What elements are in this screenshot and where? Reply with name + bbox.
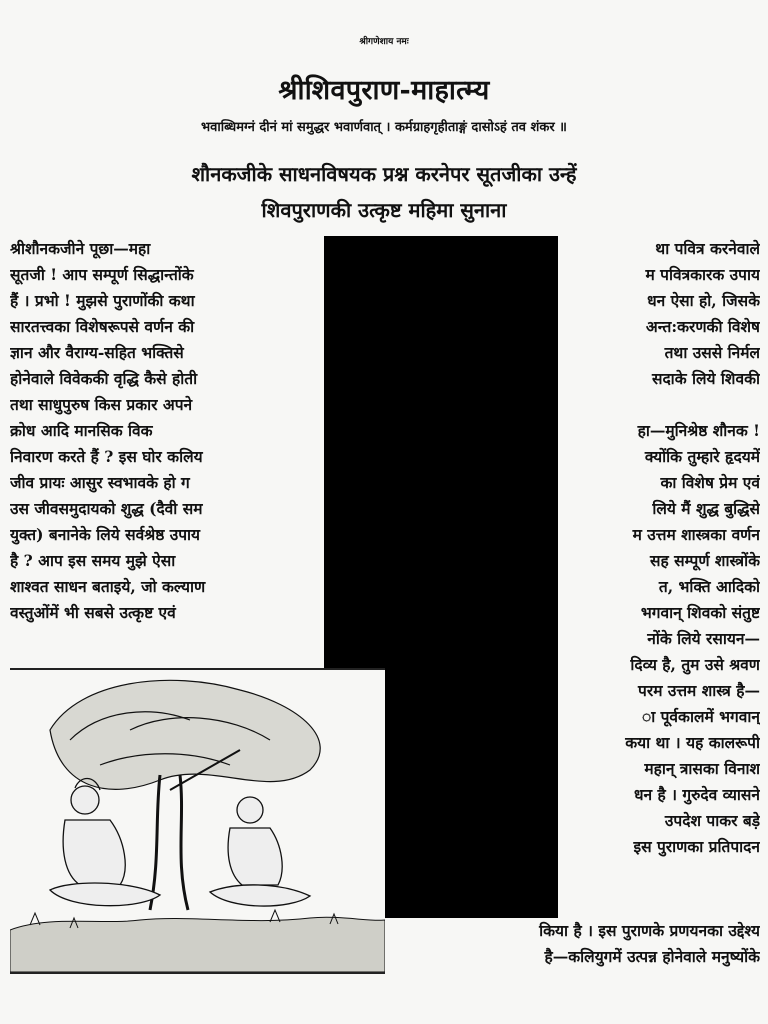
- text-line: है ? आप इस समय मुझे ऐसा: [10, 551, 176, 570]
- text-line: परम उत्तम शास्त्र है—: [638, 681, 760, 700]
- text-line: हा—मुनिश्रेष्ठ शौनक !: [637, 421, 760, 440]
- text-line: धन ऐसा हो, जिसके: [647, 291, 760, 310]
- text-line: भगवान् शिवको संतुष्ट: [640, 603, 760, 622]
- text-line: जीव प्रायः आसुर स्वभावके हो ग: [10, 473, 190, 492]
- text-line: वस्तुओंमें भी सबसे उत्कृष्ट एवं: [10, 603, 176, 622]
- text-line: हैं । प्रभो ! मुझसे पुराणोंकी कथा: [10, 291, 195, 310]
- text-line: धन है । गुरुदेव व्यासने: [633, 785, 760, 804]
- text-line: महान् त्रासका विनाश: [644, 759, 760, 778]
- sages-illustration: [10, 668, 385, 974]
- text-line: सारतत्त्वका विशेषरूपसे वर्णन की: [10, 317, 195, 336]
- text-line: इस पुराणका प्रतिपादन: [633, 837, 760, 856]
- illustration-drawing: [10, 670, 385, 972]
- page-title: श्रीशिवपुराण-माहात्म्य: [278, 75, 490, 106]
- text-line: [555, 392, 760, 418]
- text-line: उपदेश पाकर बड़े: [664, 811, 760, 830]
- text-line: सदाके लिये शिवकी: [651, 369, 760, 388]
- text-line: म उत्तम शास्त्रका वर्णन: [632, 525, 760, 544]
- text-line: सूतजी ! आप सम्पूर्ण सिद्धान्तोंके: [10, 265, 194, 284]
- text-line: है—कलियुगमें उत्पन्न होनेवाले मनुष्योंके: [544, 947, 760, 966]
- text-line: क्रोध आदि मानसिक विक: [10, 421, 153, 440]
- text-line: म पवित्रकारक उपाय: [645, 265, 760, 284]
- text-line: उस जीवसमुदायको शुद्ध (दैवी सम: [10, 499, 203, 518]
- text-line: कया था । यह कालरूपी: [625, 733, 760, 752]
- text-line: तथा उससे निर्मल: [664, 343, 760, 362]
- text-line: त, भक्ति आदिको: [658, 577, 760, 596]
- text-line: ा पूर्वकालमें भगवान्: [642, 707, 760, 726]
- text-line: का विशेष प्रेम एवं: [660, 473, 760, 492]
- text-line: श्रीशौनकजीने पूछा—महा: [10, 239, 151, 258]
- invocation-verse: भवाब्धिमग्नं दीनं मां समुद्धर भवार्णवात् । कर्मग्राहगृहीताङ्गं दासोऽहं तव शंकर ॥: [201, 120, 567, 135]
- text-line: लिये मैं शुद्ध बुद्धिसे: [652, 499, 760, 518]
- text-line: सह सम्पूर्ण शास्त्रोंके: [650, 551, 760, 570]
- text-line: निवारण करते हैं ? इस घोर कलिय: [10, 447, 203, 466]
- text-line: होनेवाले विवेककी वृद्धि कैसे होती: [10, 369, 198, 388]
- text-line: क्योंकि तुम्हारे हृदयमें: [644, 447, 760, 466]
- chapter-heading-line-2: शिवपुराणकी उत्कृष्ट महिमा सुनाना: [261, 198, 507, 222]
- text-line: युक्त) बनानेके लिये सर्वश्रेष्ठ उपाय: [10, 525, 201, 544]
- mantra-header: श्रीगणेशाय नमः: [359, 37, 409, 47]
- text-line: किया है । इस पुराणके प्रणयनका उद्देश्य: [539, 921, 760, 940]
- text-line: था पवित्र करनेवाले: [655, 239, 760, 258]
- text-line: ज्ञान और वैराग्य-सहित भक्तिसे: [10, 343, 184, 362]
- text-line: नोंके लिये रसायन—: [647, 629, 760, 648]
- chapter-heading-line-1: शौनकजीके साधनविषयक प्रश्न करनेपर सूतजीका उन्हें: [191, 162, 577, 186]
- text-line: दिव्य है, तुम उसे श्रवण: [630, 655, 760, 674]
- text-line: अन्त:करणकी विशेष: [645, 317, 760, 336]
- text-line: शाश्वत साधन बताइये, जो कल्याण: [10, 577, 206, 596]
- chapter-heading: [0, 156, 768, 228]
- text-line: तथा साधुपुरुष किस प्रकार अपने: [10, 395, 193, 414]
